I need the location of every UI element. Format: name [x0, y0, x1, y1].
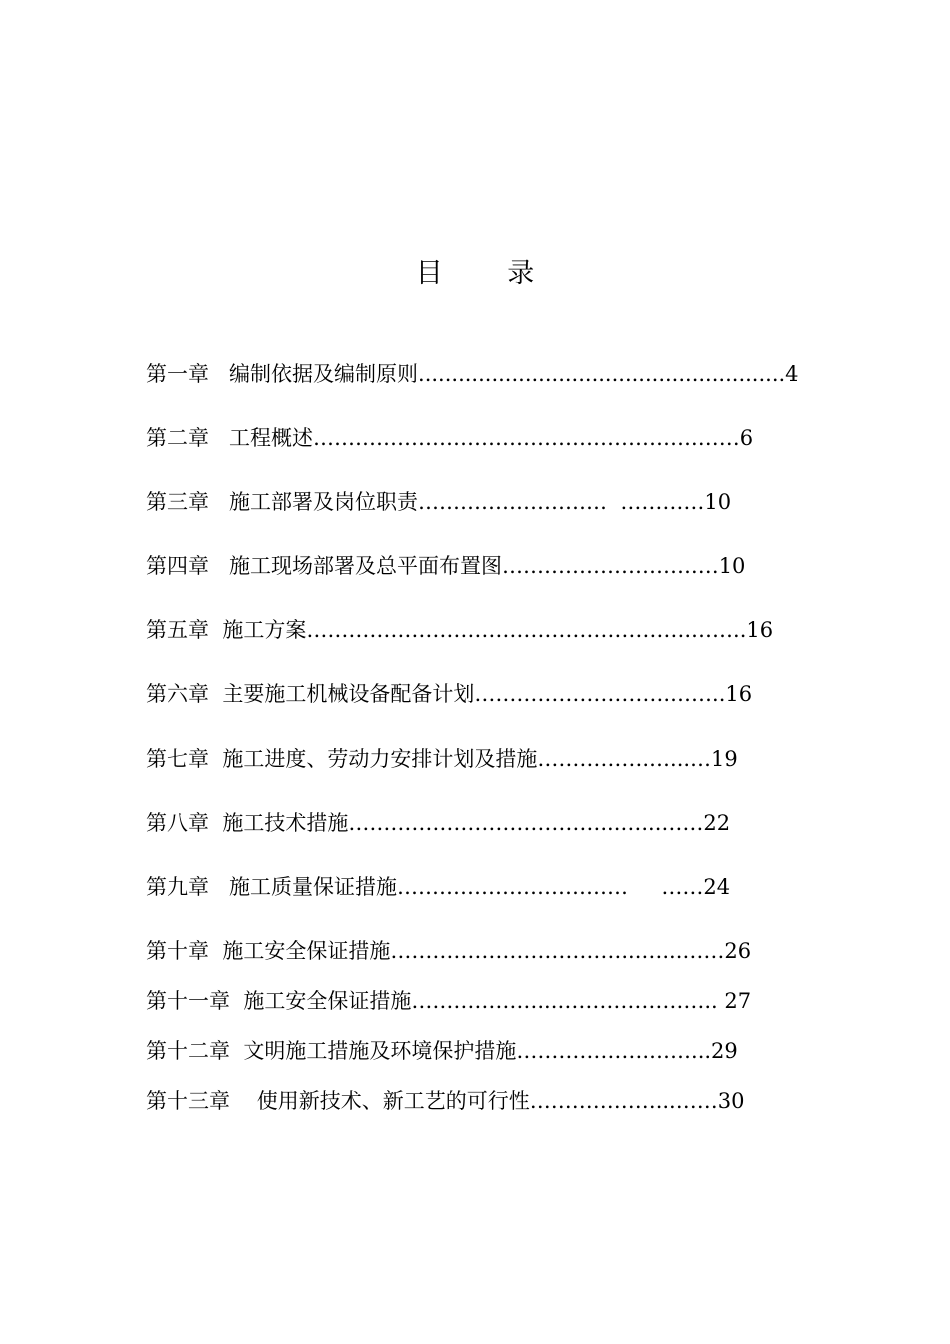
toc-entry-text: 第七章 施工进度、劳动力安排计划及措施…………….…...…19 — [146, 747, 738, 771]
toc-entry-9 — [146, 873, 730, 901]
toc-entry-2 — [146, 424, 753, 452]
toc-entry-7 — [146, 745, 738, 773]
toc-entry-text: 第三章 施工部署及岗位职责……………………… …………10 — [146, 490, 732, 514]
toc-entry-12 — [146, 1037, 738, 1065]
toc-entry-text: 第一章 编制依据及编制原则.......................................................4 — [146, 362, 799, 386]
toc-entry-6 — [146, 680, 752, 708]
toc-entry-text: 第四章 施工现场部署及总平面布置图……………………….…10 — [146, 554, 746, 578]
toc-entry-11 — [146, 987, 751, 1015]
toc-entry-3 — [146, 488, 731, 516]
toc-entry-text: 第十三章 使用新技术、新工艺的可行性………………...……30 — [146, 1089, 745, 1113]
toc-entry-10 — [146, 937, 751, 965]
toc-entry-text: 第九章 施工质量保证措施…………………………… ……24 — [146, 875, 731, 899]
toc-entry-13 — [146, 1087, 744, 1115]
toc-entry-4 — [146, 552, 745, 580]
toc-entry-5 — [146, 616, 773, 644]
toc-entry-8 — [146, 809, 730, 837]
toc-entry-1 — [146, 360, 799, 388]
toc-entry-text: 第八章 施工技术措施………………………………...…...……22 — [146, 811, 731, 835]
toc-entry-text: 第十章 施工安全保证措施……………………………...…...……26 — [146, 939, 752, 963]
toc-entry-text: 第六章 主要施工机械设备配备计划……………………….……..16 — [146, 682, 753, 706]
toc-entry-text: 第十一章 施工安全保证措施………………...………………….. 27 — [146, 989, 752, 1013]
toc-entry-text: 第十二章 文明施工措施及环境保护措施……………….……...29 — [146, 1039, 738, 1063]
toc-entry-text: 第五章 施工方案……………………………………………….……..16 — [146, 618, 774, 642]
toc-entry-text: 第二章 工程概述……………………………………………….……6 — [146, 426, 754, 450]
toc-title: 目 录 — [415, 258, 563, 289]
